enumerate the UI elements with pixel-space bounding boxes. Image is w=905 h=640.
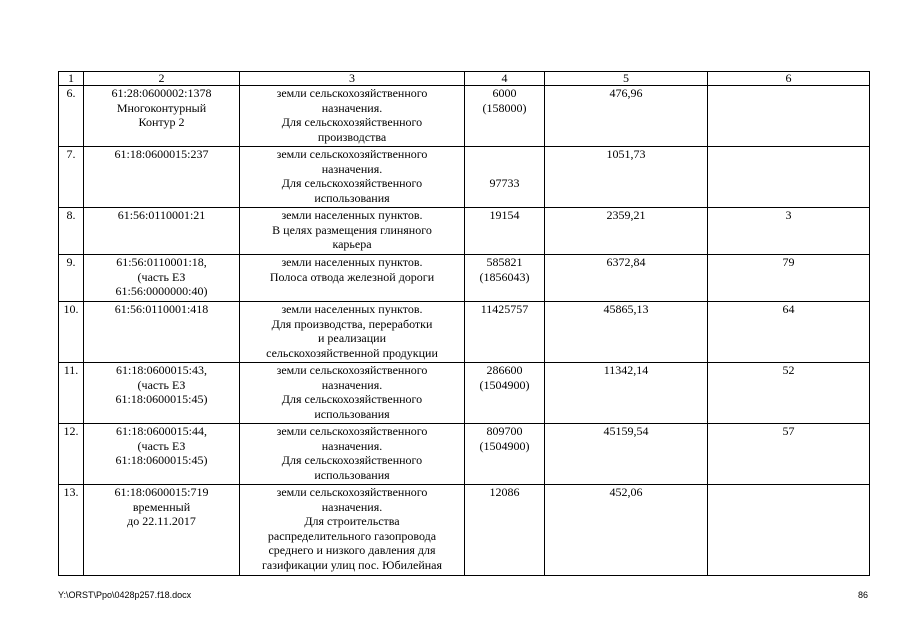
document-file-path: Y:\ORST\Ppo\0428p257.f18.docx — [58, 590, 192, 600]
land-plots-table — [58, 71, 870, 576]
header-cell: 4 — [465, 72, 545, 86]
area-value: 585821 (1856043) — [465, 255, 545, 302]
area-value: 286600 (1504900) — [465, 363, 545, 424]
cadastral-number: 61:18:0600015:719 временный до 22.11.2017 — [84, 485, 240, 576]
cost-value: 476,96 — [545, 86, 708, 147]
row-number: 7. — [59, 147, 84, 208]
table-row — [59, 485, 870, 576]
row-number: 13. — [59, 485, 84, 576]
header-cell: 2 — [84, 72, 240, 86]
extra-value: 3 — [708, 208, 870, 255]
land-category: земли сельскохозяйственного назначения. Для строительства распределительного газопровода среднего и низкого давления для газификации улиц пос. Юбилейная — [240, 485, 465, 576]
land-category: земли сельскохозяйственного назначения. Для сельскохозяйственного использования — [240, 147, 465, 208]
area-value: 6000 (158000) — [465, 86, 545, 147]
area-value: 97733 — [465, 147, 545, 208]
area-value: 12086 — [465, 485, 545, 576]
cost-value: 452,06 — [545, 485, 708, 576]
header-cell: 5 — [545, 72, 708, 86]
table-row — [59, 302, 870, 363]
cadastral-number: 61:56:0110001:21 — [84, 208, 240, 255]
extra-value: 79 — [708, 255, 870, 302]
table-row — [59, 255, 870, 302]
row-number: 9. — [59, 255, 84, 302]
area-value: 19154 — [465, 208, 545, 255]
land-category: земли сельскохозяйственного назначения. Для сельскохозяйственного использования — [240, 424, 465, 485]
row-number: 10. — [59, 302, 84, 363]
cost-value: 45159,54 — [545, 424, 708, 485]
extra-value — [708, 147, 870, 208]
row-number: 8. — [59, 208, 84, 255]
extra-value — [708, 86, 870, 147]
cadastral-number: 61:18:0600015:237 — [84, 147, 240, 208]
cadastral-number: 61:18:0600015:44, (часть ЕЗ 61:18:0600015:45) — [84, 424, 240, 485]
cadastral-number: 61:28:0600002:1378 Многоконтурный Контур 2 — [84, 86, 240, 147]
cost-value: 1051,73 — [545, 147, 708, 208]
cadastral-number: 61:56:0110001:418 — [84, 302, 240, 363]
extra-value — [708, 485, 870, 576]
extra-value: 64 — [708, 302, 870, 363]
table-header-row — [59, 72, 870, 86]
area-value: 809700 (1504900) — [465, 424, 545, 485]
table-row — [59, 208, 870, 255]
cadastral-number: 61:18:0600015:43, (часть ЕЗ 61:18:0600015:45) — [84, 363, 240, 424]
header-cell: 3 — [240, 72, 465, 86]
row-number: 12. — [59, 424, 84, 485]
table-row — [59, 86, 870, 147]
table-row — [59, 147, 870, 208]
extra-value: 57 — [708, 424, 870, 485]
cadastral-number: 61:56:0110001:18, (часть ЕЗ 61:56:0000000:40) — [84, 255, 240, 302]
land-category: земли населенных пунктов. В целях размещения глиняного карьера — [240, 208, 465, 255]
area-value: 11425757 — [465, 302, 545, 363]
cost-value: 45865,13 — [545, 302, 708, 363]
land-category: земли населенных пунктов. Полоса отвода железной дороги — [240, 255, 465, 302]
land-category: земли сельскохозяйственного назначения. Для сельскохозяйственного использования — [240, 363, 465, 424]
header-cell: 1 — [59, 72, 84, 86]
cost-value: 6372,84 — [545, 255, 708, 302]
page-number: 86 — [857, 590, 868, 600]
cost-value: 2359,21 — [545, 208, 708, 255]
land-category: земли сельскохозяйственного назначения. Для сельскохозяйственного производства — [240, 86, 465, 147]
land-category: земли населенных пунктов. Для производства, переработки и реализации сельскохозяйственной продукции — [240, 302, 465, 363]
row-number: 6. — [59, 86, 84, 147]
extra-value: 52 — [708, 363, 870, 424]
cost-value: 11342,14 — [545, 363, 708, 424]
row-number: 11. — [59, 363, 84, 424]
table-row — [59, 424, 870, 485]
header-cell: 6 — [708, 72, 870, 86]
table-row — [59, 363, 870, 424]
